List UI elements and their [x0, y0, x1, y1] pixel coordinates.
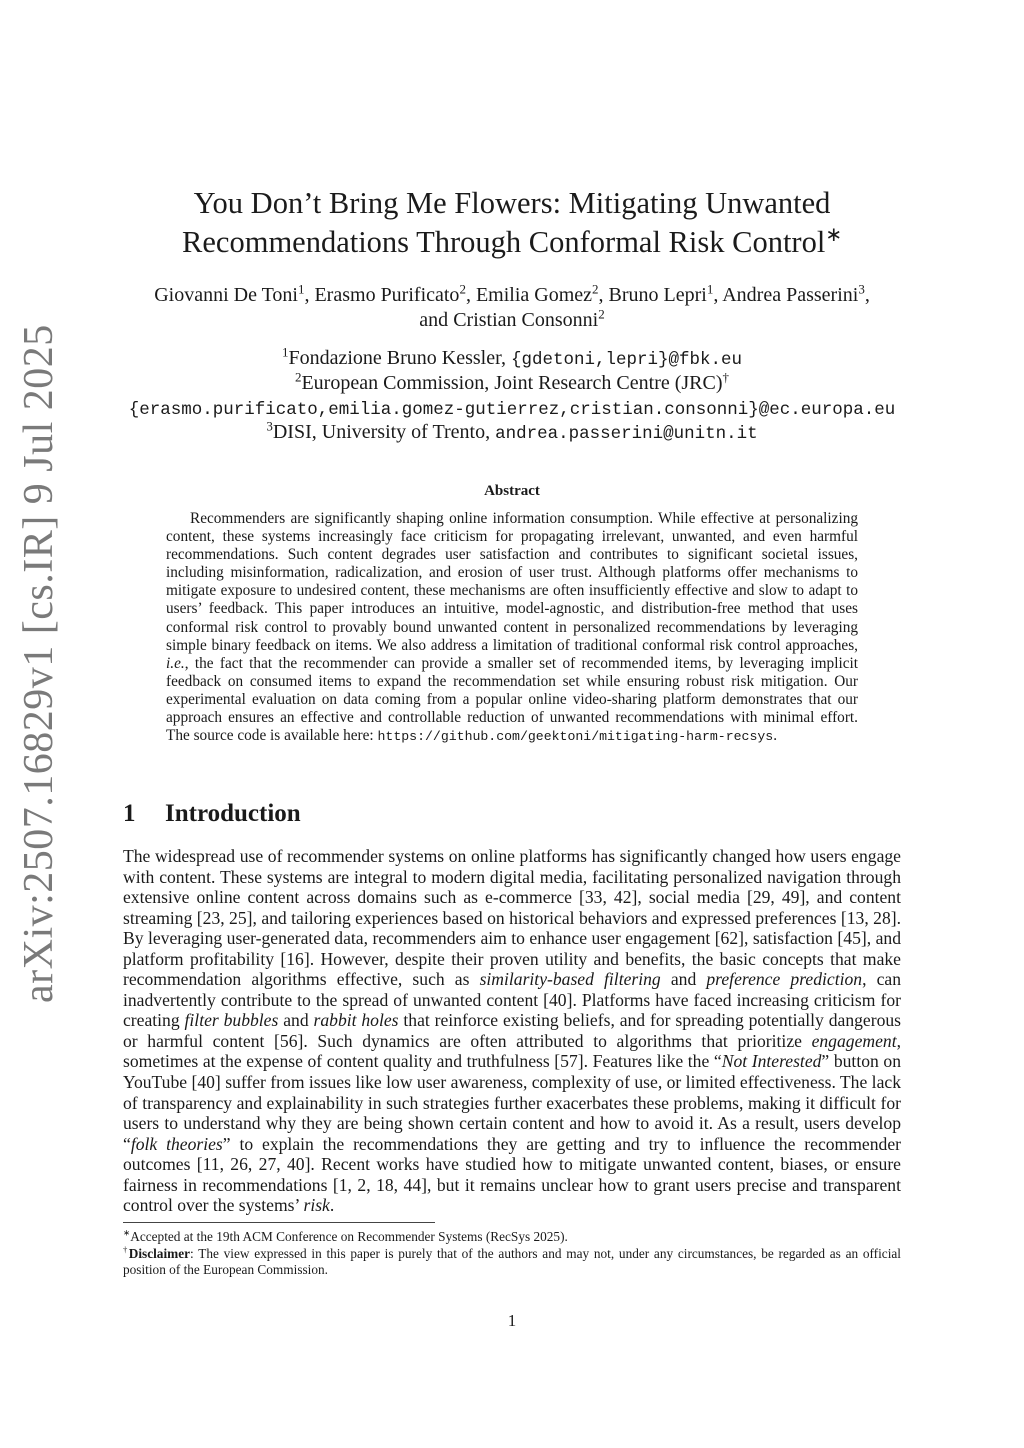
- footnote-2: †Disclaimer: The view expressed in this paper is purely that of the authors and may not, under any circumstances, be regarded as an official position of the European Commission.: [123, 1244, 902, 1277]
- affiliation-email: {gdetoni,lepri}@fbk.eu: [510, 350, 743, 370]
- author-name: Bruno Lepri: [608, 284, 707, 306]
- abstract-heading: Abstract: [484, 483, 540, 499]
- footnote-divider: [123, 1222, 435, 1223]
- section-heading-introduction: [123, 800, 301, 828]
- author-name: Andrea Passerini: [722, 284, 859, 306]
- affiliation-email: andrea.passerini@unitn.it: [495, 424, 758, 444]
- affiliation-3: $^3$DISI, University of Trento, andrea.passerini@unitn.it: [266, 418, 758, 444]
- arxiv-identifier-stamp: arXiv:2507.16829v1 [cs.IR] 9 Jul 2025: [16, 324, 62, 1003]
- affiliation-2-email: [100, 396, 924, 422]
- affiliation-2: $^2$European Commission, Joint Research Centre (JRC)†: [294, 369, 730, 394]
- page-number: 1: [507, 1311, 517, 1330]
- section-title: Introduction: [165, 800, 301, 827]
- abstract-body: Recommenders are significantly shaping online information consumption. While effective at personalizing content, these systems increasingly face criticism for propagating irrelevant, unwanted, and even harmful recommendations. Such content degrades user satisfaction and contributes to significant societal issues, including misinformation, radicalization, and erosion of user trust. Although platforms offer mechanisms to mitigate exposure to undesired content, these mechanisms are often insufficiently effective and slow to adapt to users’ feedback. This paper introduces an intuitive, model-agnostic, and distribution-free method that uses conformal risk control to provably bound unwanted content in personalized recommendations by leveraging simple binary feedback on items. We also address a limitation of traditional conformal risk control approaches, i.e., the fact that the recommender can provide a smaller set of recommended items, by leveraging implicit feedback on consumed items to expand the recommendation set while ensuring robust risk mitigation. Our experimental evaluation on data coming from a popular online video-sharing platform demonstrates that our approach ensures an effective and controllable reduction of unwanted recommendations with minimal effort. The source code is available here: https://github.com/geektoni/mitigating-harm-recsys.: [166, 510, 858, 745]
- title-line-1: You Don’t Bring Me Flowers: Mitigating Unwanted: [193, 186, 831, 220]
- affiliation-1: $^1$Fondazione Bruno Kessler, {gdetoni,lepri}@fbk.eu: [281, 344, 743, 370]
- author-name: Emilia Gomez: [475, 284, 593, 306]
- source-code-url: https://github.com/geektoni/mitigating-harm-recsys: [377, 729, 774, 745]
- affiliation-email: {erasmo.purificato,emilia.gomez-gutierrez,cristian.consonni}@ec.europa.eu: [128, 400, 896, 420]
- paper-title: [150, 184, 874, 262]
- author-list: Giovanni De Toni$^1$, Erasmo Purificato$^2$, Emilia Gomez$^2$, Bruno Lepri$^1$, Andrea Passerini$^3$, and Cristian Consonni$^2$: [154, 281, 870, 331]
- introduction-paragraph: The widespread use of recommender systems on online platforms has significantly changed how users engage with content. These systems are integral to modern digital media, facilitating personalized navigation through extensive online content across domains such as e-commerce [33, 42], social media [29, 49], and content streaming [23, 25], and tailoring experiences based on historical behaviors and expressed preferences [13, 28]. By leveraging user-generated data, recommenders aim to enhance user engagement [62], satisfaction [45], and platform profitability [16]. However, despite their proven utility and benefits, the basic concepts that make recommendation algorithms effective, such as similarity-based filtering and preference prediction, can inadvertently contribute to the spread of unwanted content [40]. Platforms have faced increasing criticism for creating filter bubbles and rabbit holes that reinforce existing beliefs, and for spreading potentially dangerous or harmful content [56]. Such dynamics are often attributed to algorithms that prioritize engagement, sometimes at the expense of content quality and truthfulness [57]. Features like the “Not Interested” button on YouTube [40] suffer from issues like low user awareness, complexity of use, or limited effectiveness. The lack of transparency and explainability in such strategies further exacerbates these problems, making it difficult for users to understand why they are being shown certain content and how to avoid it. As a result, users develop “folk theories” to explain the recommendations they are getting and try to influence the recommender outcomes [11, 26, 27, 40]. Recent works have studied how to mitigate unwanted content, biases, or ensure fairness in recommendations [1, 2, 18, 44], but it remains unclear how to grant users precise and transparent control over the systems’ risk.: [123, 846, 902, 1216]
- title-line-2: Recommendations Through Conformal Risk Control∗: [182, 223, 842, 259]
- author-name: Erasmo Purificato: [314, 284, 460, 306]
- section-number: 1: [123, 800, 136, 827]
- author-name: Cristian Consonni: [453, 309, 599, 331]
- title-footnote-mark: ∗: [825, 223, 842, 246]
- footnote-1: ∗Accepted at the 19th ACM Conference on Recommender Systems (RecSys 2025).: [123, 1227, 568, 1244]
- author-name: Giovanni De Toni: [154, 284, 298, 306]
